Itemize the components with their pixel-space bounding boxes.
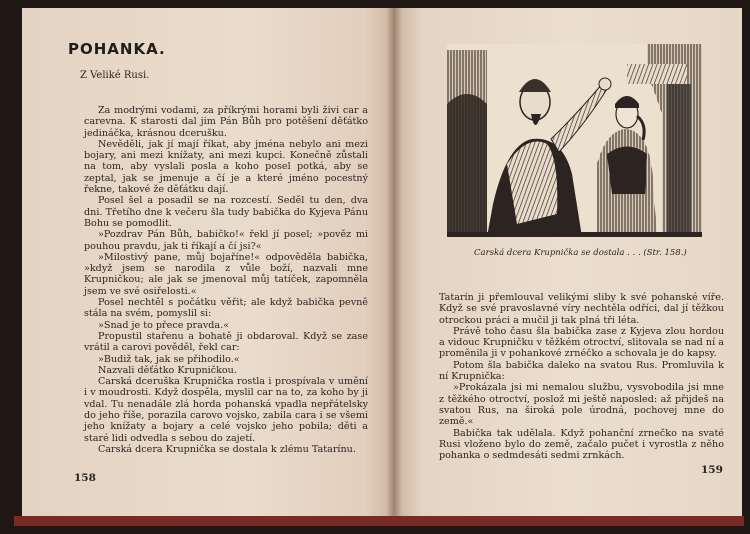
book-cover-edge [14, 516, 744, 526]
paragraph: Tatarín ji přemlouval velikými sliby k své pohanské víře. Když se své pravoslavné víry nechtěla odříci, dal jí těžkou otrockou práci a mučil ji tak plná tři léta. [439, 292, 724, 326]
left-page [22, 8, 394, 518]
paragraph: Posel nechtěl s počátku věřit; ale když babička pevně stála na svém, pomyslil si: [84, 297, 368, 320]
paragraph: Propustil stařenu a bohatě ji obdaroval. Když se zase vrátil a carovi pověděl, řekl car: [84, 330, 368, 354]
right-body-text [439, 292, 724, 461]
page-number-left: 158 [74, 472, 96, 484]
paragraph: »Budiž tak, jak se přihodilo.« [98, 353, 240, 365]
book-spine-shadow [386, 8, 402, 518]
paragraph: »Prokázala jsi mi nemalou službu, vysvobodila jsi mne z těžkého otroctví, poslož mi ještě naposled: až přijdeš na svatou Rus, na široká pole úrodná, pochovej mne do země.« [439, 382, 724, 428]
chapter-title: POHANKA. [68, 40, 166, 58]
illustration-image [447, 44, 702, 237]
paragraph: »Pozdrav Pán Bůh, babičko!« řekl jí posel; »pověz mi pouhou pravdu, jak ti říkají a čí jsi?« [84, 229, 368, 252]
paragraph: Potom šla babička daleko na svatou Rus. Promluvila k ní Krupnička: [439, 359, 724, 383]
paragraph: Za modrými vodami, za příkrými horami byli živi car a carevna. K starosti dal jim Pán Bůh pro potěšení děťátko jedináčka, krásnou dcerušku. [84, 105, 368, 139]
paragraph: Babička tak udělala. Když pohanční zrnečko na svaté Rusi vloženo bylo do země, začalo pučet i vyrostla z něho pohanka o sedmdesáti sedmi zrnkách. [439, 427, 724, 462]
paragraph: Nazvali děťátko Krupničkou. [98, 364, 237, 376]
paragraph: »Milostivý pane, můj bojaříne!« odpověděla babička, »když jsem se narodila z vůle boží, nazvali mne Krupničkou; ale jak se jmenoval můj tatíček, zapomněla jsem ve své osiřelosti.« [84, 251, 368, 297]
paragraph: Posel šel a posadil se na rozcestí. Seděl tu den, dva dni. Třetího dne k večeru šla tudy babička do Kyjeva Pánu Bohu se pomodlit. [84, 195, 368, 229]
paragraph: Právě toho času šla babička zase z Kyjeva zlou hordou a vidouc Krupničku v těžkém otroctví, slitovala se nad ní a proměnila ji v pohankové zrnéčko a schovala je do kapsy. [439, 325, 724, 360]
paragraph: Nevěděli, jak jí mají říkat, aby jména nebylo ani mezi bojary, ani mezi knížaty, ani mezi kupci. Konečně zůstali na tom, aby vyslali posla a koho posel potká, aby se zeptal, jak se jmenuje a čí je a které jméno pocestný řekne, takové že děťátku dají. [84, 138, 368, 196]
page-number-right: 159 [701, 464, 723, 476]
paragraph: Carská dcera Krupnička se dostala k zlému Tatarínu. [98, 443, 356, 455]
left-body-text [84, 105, 368, 455]
paragraph: Carská dceruška Krupnička rostla i prospívala v umění i v moudrosti. Když dospěla, myslil car na to, za koho by ji vdal. Tu nenadále zlá horda pohanská vpadla nepřátelsky do jeho říše, porazila carovo vojsko, zabila cara i se všemi jeho knížaty a bojary a celé vojsko jeho pobila; děti a staré lidi odvedla s sebou do zajetí. [84, 376, 368, 444]
paragraph: »Snad je to přece pravda.« [98, 319, 230, 331]
illustration-caption: Carská dcera Krupnička se dostala . . . (Str. 158.) [474, 248, 687, 258]
chapter-subtitle: Z Veliké Rusi. [80, 70, 150, 81]
illustration-drawing [447, 44, 702, 237]
right-page [394, 8, 742, 518]
